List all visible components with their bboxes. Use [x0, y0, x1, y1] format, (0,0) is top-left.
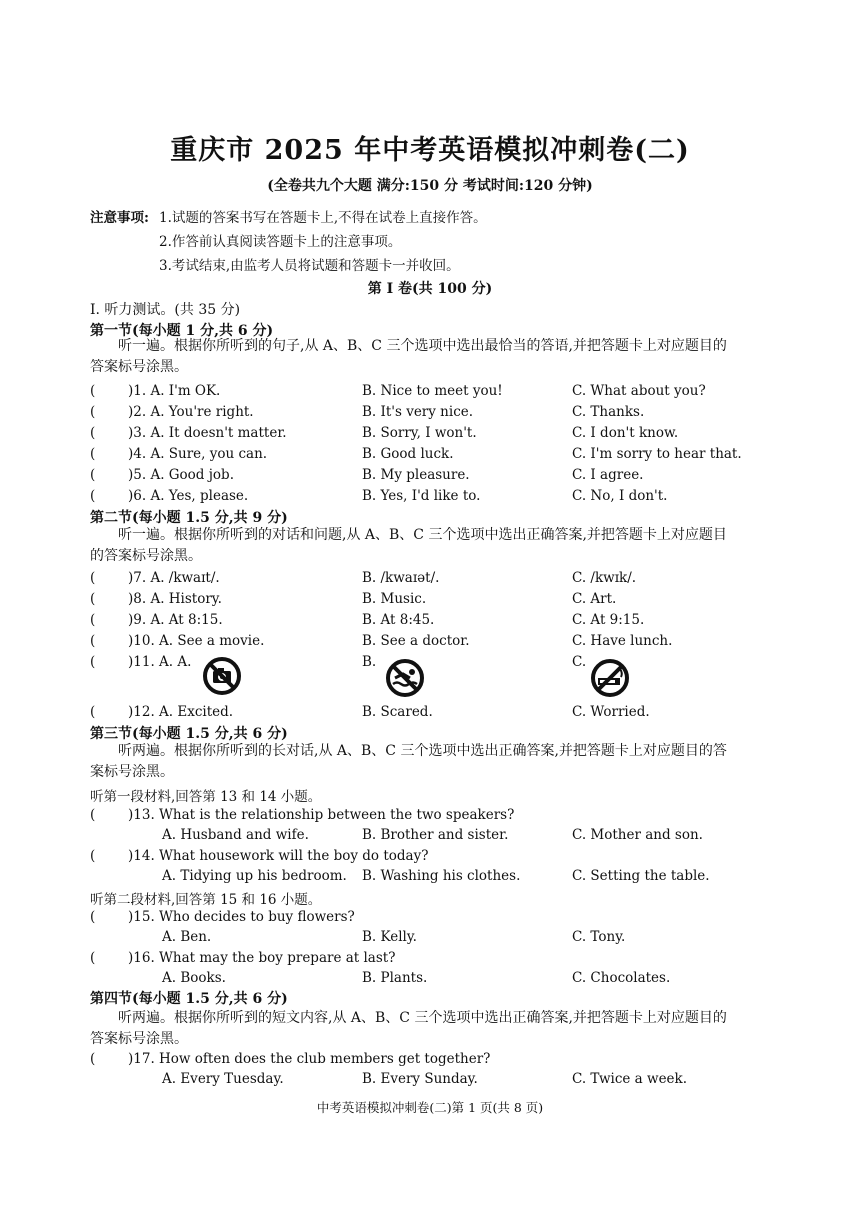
q16-option-a: A. Books. — [162, 970, 226, 986]
page-footer: 中考英语模拟冲刺卷(二)第 1 页(共 8 页) — [316, 1100, 544, 1115]
material-2-label: 听第二段材料,回答第 15 和 16 小题。 — [90, 892, 322, 908]
question-16: )16. What may the boy prepare at last? — [128, 950, 396, 966]
q13-option-a: A. Husband and wife. — [162, 827, 309, 843]
q6-option-c: C. No, I don't. — [572, 488, 668, 504]
note-item-2: 2.作答前认真阅读答题卡上的注意事项。 — [159, 234, 402, 250]
question-12: )12. A. Excited. — [128, 704, 234, 720]
answer-paren: ( — [90, 591, 96, 607]
exam-title: 重庆市 2025 年中考英语模拟冲刺卷(二) — [170, 135, 690, 166]
question-10: )10. A. See a movie. — [128, 633, 265, 649]
q14-option-b: B. Washing his clothes. — [362, 868, 521, 884]
question-1: )1. A. I'm OK. — [128, 383, 221, 399]
q15-option-b: B. Kelly. — [362, 929, 417, 945]
no-swimming-icon — [385, 658, 425, 698]
section2-instr-line1: 听一遍。根据你所听到的对话和问题,从 A、B、C 三个选项中选出正确答案,并把答题卡上对应题目 — [118, 527, 727, 543]
question-11: )11. A. A. — [128, 654, 192, 670]
question-4: )4. A. Sure, you can. — [128, 446, 268, 462]
q1-option-c: C. What about you? — [572, 383, 706, 399]
answer-paren: ( — [90, 704, 96, 720]
answer-paren: ( — [90, 950, 96, 966]
answer-paren: ( — [90, 446, 96, 462]
answer-paren: ( — [90, 1051, 96, 1067]
question-14: )14. What housework will the boy do today? — [128, 848, 429, 864]
part1-title: Ⅰ. 听力测试。(共 35 分) — [90, 302, 241, 318]
section2-instr-line2: 的答案标号涂黑。 — [90, 548, 202, 564]
question-15: )15. Who decides to buy flowers? — [128, 909, 355, 925]
answer-paren: ( — [90, 807, 96, 823]
q8-option-b: B. Music. — [362, 591, 427, 607]
q5-option-c: C. I agree. — [572, 467, 644, 483]
no-smoking-icon — [590, 658, 630, 698]
q6-option-b: B. Yes, I'd like to. — [362, 488, 481, 504]
q15-option-c: C. Tony. — [572, 929, 626, 945]
note-item-3: 3.考试结束,由监考人员将试题和答题卡一并收回。 — [159, 258, 460, 274]
q13-option-c: C. Mother and son. — [572, 827, 703, 843]
question-17: )17. How often does the club members get together? — [128, 1051, 491, 1067]
q7-option-c: C. /kwɪk/. — [572, 570, 637, 586]
q9-option-c: C. At 9:15. — [572, 612, 645, 628]
q12-option-c: C. Worried. — [572, 704, 650, 720]
question-7: )7. A. /kwaɪt/. — [128, 570, 220, 586]
answer-paren: ( — [90, 848, 96, 864]
answer-paren: ( — [90, 467, 96, 483]
q13-option-b: B. Brother and sister. — [362, 827, 509, 843]
q5-option-b: B. My pleasure. — [362, 467, 470, 483]
q3-option-c: C. I don't know. — [572, 425, 679, 441]
q10-option-c: C. Have lunch. — [572, 633, 673, 649]
answer-paren: ( — [90, 612, 96, 628]
q10-option-b: B. See a doctor. — [362, 633, 470, 649]
section3-instr-line2: 案标号涂黑。 — [90, 764, 174, 780]
answer-paren: ( — [90, 404, 96, 420]
q17-option-a: A. Every Tuesday. — [162, 1071, 284, 1087]
q8-option-c: C. Art. — [572, 591, 617, 607]
question-5: )5. A. Good job. — [128, 467, 234, 483]
section3-instr-line1: 听两遍。根据你所听到的长对话,从 A、B、C 三个选项中选出正确答案,并把答题卡上对应题目的答 — [118, 743, 727, 759]
q15-option-a: A. Ben. — [162, 929, 212, 945]
section3-title: 第三节(每小题 1.5 分,共 6 分) — [90, 726, 288, 742]
volume-title: 第 Ⅰ 卷(共 100 分) — [367, 281, 493, 297]
q1-option-b: B. Nice to meet you! — [362, 383, 503, 399]
question-2: )2. A. You're right. — [128, 404, 254, 420]
exam-subtitle: (全卷共九个大题 满分:150 分 考试时间:120 分钟) — [267, 178, 593, 194]
question-8: )8. A. History. — [128, 591, 222, 607]
section1-instr-line1: 听一遍。根据你所听到的句子,从 A、B、C 三个选项中选出最恰当的答语,并把答题卡上对应题目的 — [118, 338, 727, 354]
q2-option-c: C. Thanks. — [572, 404, 645, 420]
section4-instr-line1: 听两遍。根据你所听到的短文内容,从 A、B、C 三个选项中选出正确答案,并把答题卡上对应题目的 — [118, 1010, 727, 1026]
q11-option-b: B. — [362, 654, 377, 670]
q17-option-c: C. Twice a week. — [572, 1071, 688, 1087]
q9-option-b: B. At 8:45. — [362, 612, 435, 628]
section4-instr-line2: 答案标号涂黑。 — [90, 1031, 188, 1047]
answer-paren: ( — [90, 654, 96, 670]
q17-option-b: B. Every Sunday. — [362, 1071, 478, 1087]
section1-instr-line2: 答案标号涂黑。 — [90, 359, 188, 375]
answer-paren: ( — [90, 425, 96, 441]
question-3: )3. A. It doesn't matter. — [128, 425, 287, 441]
section2-title: 第二节(每小题 1.5 分,共 9 分) — [90, 510, 288, 526]
q4-option-b: B. Good luck. — [362, 446, 454, 462]
q14-option-c: C. Setting the table. — [572, 868, 710, 884]
note-item-1: 1.试题的答案书写在答题卡上,不得在试卷上直接作答。 — [159, 210, 487, 226]
q4-option-c: C. I'm sorry to hear that. — [572, 446, 742, 462]
q7-option-b: B. /kwaɪət/. — [362, 570, 440, 586]
answer-paren: ( — [90, 488, 96, 504]
no-photography-icon — [202, 656, 242, 696]
q3-option-b: B. Sorry, I won't. — [362, 425, 477, 441]
answer-paren: ( — [90, 383, 96, 399]
question-9: )9. A. At 8:15. — [128, 612, 223, 628]
answer-paren: ( — [90, 633, 96, 649]
q12-option-b: B. Scared. — [362, 704, 433, 720]
question-6: )6. A. Yes, please. — [128, 488, 249, 504]
notes-label: 注意事项: — [90, 210, 149, 226]
q2-option-b: B. It's very nice. — [362, 404, 474, 420]
material-1-label: 听第一段材料,回答第 13 和 14 小题。 — [90, 789, 322, 805]
q14-option-a: A. Tidying up his bedroom. — [162, 868, 347, 884]
answer-paren: ( — [90, 909, 96, 925]
q11-option-c: C. — [572, 654, 587, 670]
q16-option-b: B. Plants. — [362, 970, 428, 986]
section4-title: 第四节(每小题 1.5 分,共 6 分) — [90, 991, 288, 1007]
q16-option-c: C. Chocolates. — [572, 970, 671, 986]
answer-paren: ( — [90, 570, 96, 586]
section1-title: 第一节(每小题 1 分,共 6 分) — [90, 323, 274, 339]
question-13: )13. What is the relationship between the two speakers? — [128, 807, 515, 823]
